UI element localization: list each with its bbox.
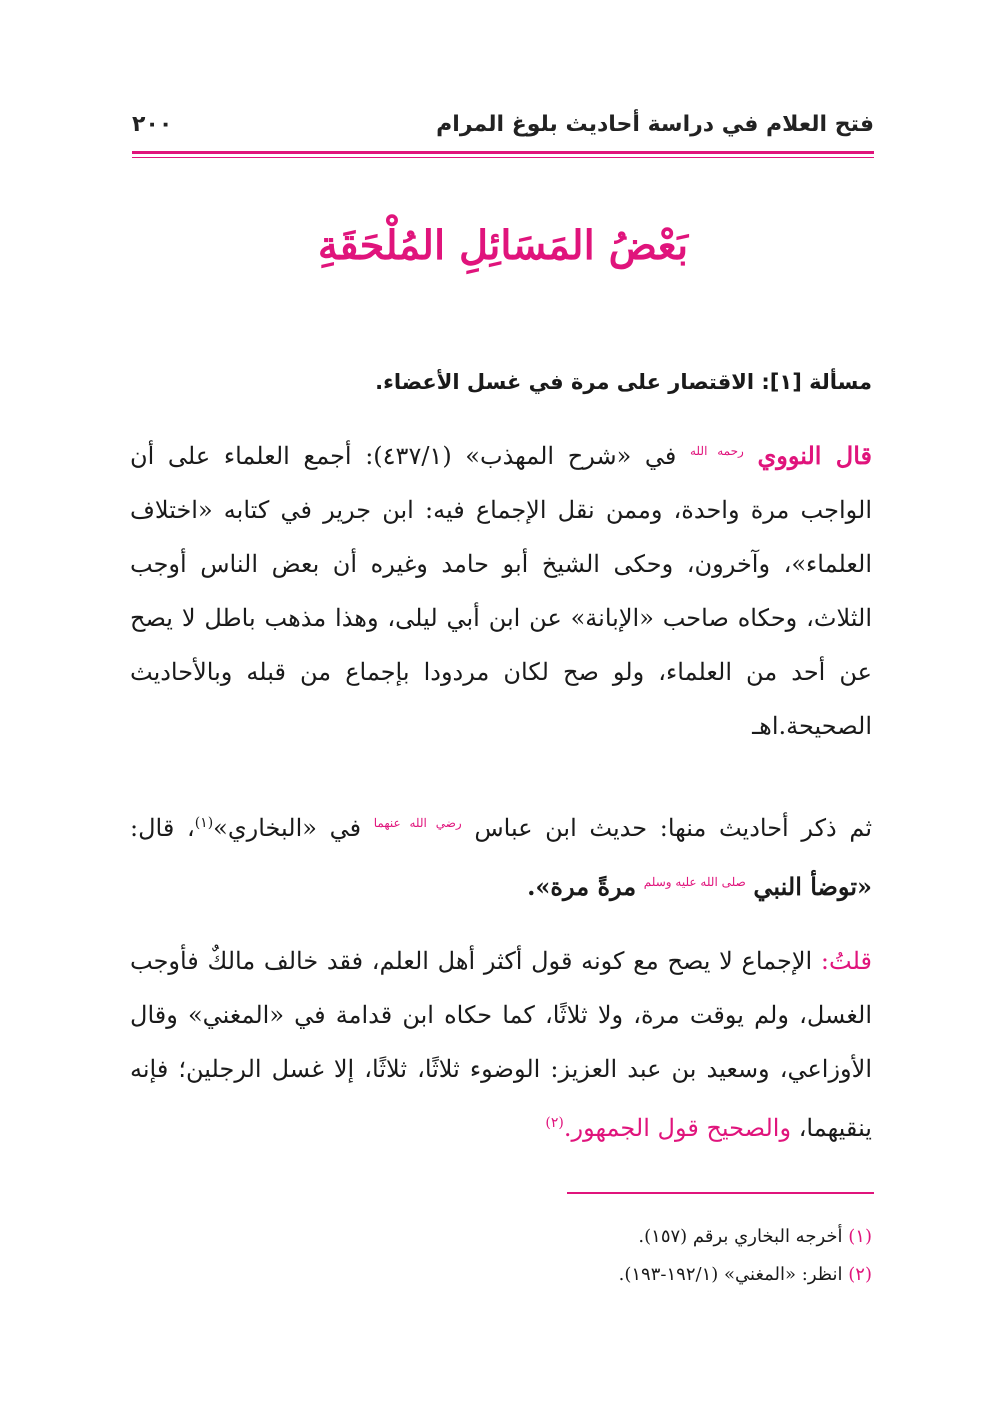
speaker-name: قال النووي: [757, 441, 873, 470]
footnote-number: (١): [848, 1226, 872, 1247]
footnotes: [130, 1218, 872, 1294]
paragraph-hadith: [130, 796, 872, 914]
honorific-a: رضي الله عنهما: [373, 816, 462, 830]
honorific-b: صلى الله عليه وسلم: [643, 875, 746, 889]
footnote-2: [130, 1256, 872, 1294]
conclusion-text: والصحيح قول الجمهور.: [563, 1114, 792, 1142]
masala-heading: [130, 370, 872, 394]
honorific: رحمه الله: [690, 444, 744, 458]
footnote-number: (٢): [848, 1264, 872, 1285]
footnote-ref-1: (١): [194, 815, 214, 831]
page-number: ٢٠٠: [132, 112, 173, 137]
footnote-separator: [567, 1192, 874, 1194]
header-rule-thin: [132, 157, 874, 158]
paragraph-text-c: ، قال:: [130, 814, 195, 842]
hadith-quote-b: مرةً مرة».: [527, 872, 637, 901]
paragraph-text: الإجماع لا يصح مع كونه قول أكثر أهل العلم، فقد خالف مالكٌ فأوجب الغسل، ولم يوقت مرة، ولا ثلاثًا، كما حكاه ابن قدامة في «المغني» وقال الأوزاعي، وسعيد بن عبد العزيز: الوضوء ثلاثًا، ثلاثًا، إلا غسل الرجلين؛ فإنه ينقيهما،: [130, 947, 872, 1142]
footnote-1: [130, 1218, 872, 1256]
book-title: فتح العلام في دراسة أحاديث بلوغ المرام: [436, 112, 874, 137]
paragraph-text-a: ثم ذكر أحاديث منها: حديث ابن عباس: [474, 814, 873, 842]
footnote-text: أخرجه البخاري برقم (١٥٧).: [638, 1226, 843, 1247]
paragraph-text-b: في «البخاري»: [213, 814, 362, 842]
masala-label: مسألة [١]:: [761, 370, 872, 394]
masala-title: الاقتصار على مرة في غسل الأعضاء.: [375, 370, 755, 394]
paragraph-qult: [130, 934, 872, 1155]
footnote-ref-2: (٢): [545, 1115, 564, 1131]
header-rule-thick: [132, 151, 874, 154]
hadith-quote-a: «توضأ النبي: [753, 872, 872, 901]
running-header: [132, 112, 874, 146]
qult-label: قلتُ:: [820, 947, 872, 975]
paragraph-text: في «شرح المهذب» (٤٣٧/١): أجمع العلماء على أن الواجب مرة واحدة، وممن نقل الإجماع فيه: ابن جرير في كتابه «اختلاف العلماء»، وآخرون، وحكى الشيخ أبو حامد وغيره أن بعض الناس أوجب الثلاث، وحكاه صاحب «الإبانة» عن ابن أبي ليلى، وهذا مذهب باطل لا يصح عن أحد من العلماء، ولو صح لكان مردودا بإجماع من قبله وبالأحاديث الصحيحة.اهـ: [130, 442, 872, 740]
paragraph-nawawi: [130, 424, 872, 753]
section-title: بَعْضُ المَسَائِلِ المُلْحَقَةِ: [317, 222, 689, 269]
footnote-text: انظر: «المغني» (١٩٢/١-١٩٣).: [618, 1264, 843, 1285]
